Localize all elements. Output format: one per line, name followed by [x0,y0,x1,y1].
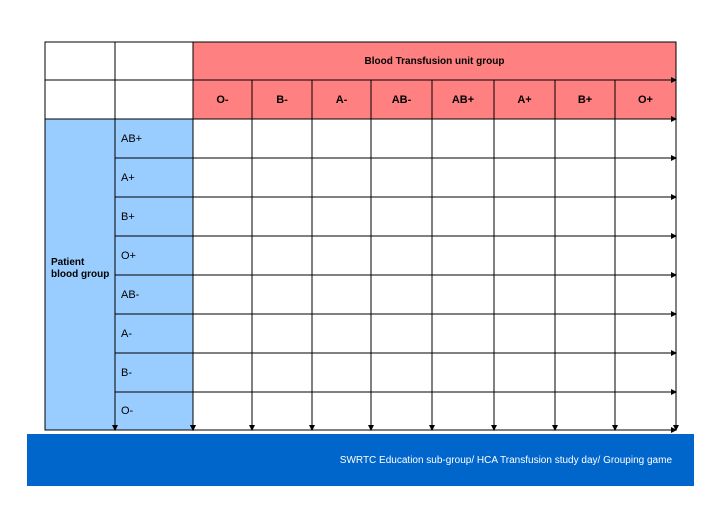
patient-group-label: A+ [121,171,135,184]
footer-text: SWRTC Education sub-group/ HCA Transfusion study day/ Grouping game [339,454,672,466]
patient-group-label: A- [121,327,132,340]
unit-group-label: O- [216,94,229,106]
unit-group-label: B- [276,94,288,106]
patient-blood-group-label: Patient blood group [51,257,110,280]
unit-group-label: AB+ [451,94,475,106]
patient-group-label: B- [121,366,132,379]
unit-group-label: A+ [517,94,532,106]
unit-group-label: AB- [391,94,412,106]
unit-group-label: B+ [577,94,593,106]
unit-group-header-title: Blood Transfusion unit group [364,55,505,67]
patient-group-label: O- [121,405,134,417]
patient-group-label: O+ [121,249,136,262]
patient-group-label: AB- [121,288,140,301]
footer-bar [27,434,694,486]
unit-group-label: A- [335,94,348,106]
unit-group-label: O+ [638,94,653,106]
patient-group-label: B+ [121,210,135,223]
patient-group-label: AB+ [121,132,143,145]
